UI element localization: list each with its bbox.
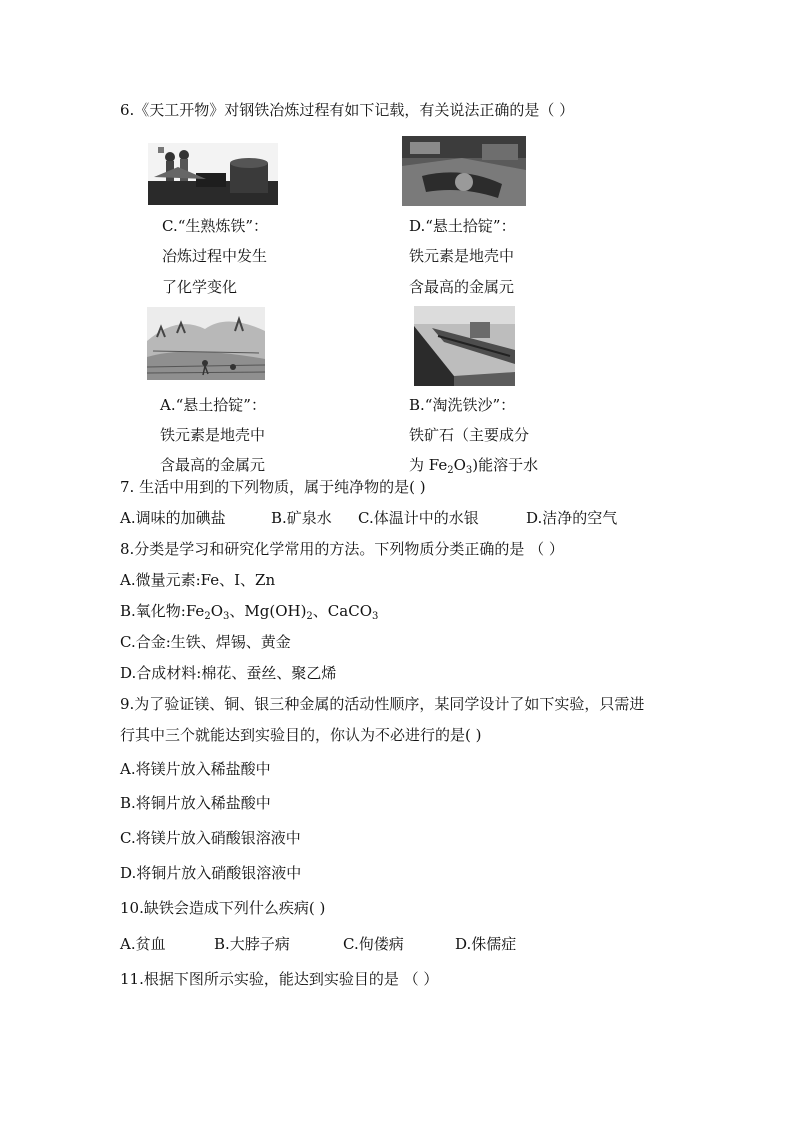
q6-option-b-line2: 铁矿石（主要成分 [409,426,530,444]
q6-option-d-label: D.“悬土拾锭”： [409,217,516,235]
q7-stem: 7. 生活中用到的下列物质，属于纯净物的是( ) [120,478,426,496]
q7-option-d: D.洁净的空气 [526,509,618,527]
q11-stem: 11.根据下图所示实验，能达到实验目的是 （ ） [120,970,439,988]
smelting-illustration-image [148,143,278,205]
q6-option-a-line2: 铁元素是地壳中 [160,426,266,444]
q7-option-a: A.调味的加碘盐 [120,509,226,527]
q8-stem: 8.分类是学习和研究化学常用的方法。下列物质分类正确的是 （ ） [120,540,564,558]
q7-option-b: B.矿泉水 [271,509,332,527]
landscape-sketch-image [147,307,265,380]
iron-ingot-photo-image [402,136,526,206]
q9-stem-line2: 行其中三个就能达到实验目的，你认为不必进行的是( ) [120,726,482,744]
q7-option-c: C.体温计中的水银 [358,509,479,527]
q6-option-d-line2: 铁元素是地壳中 [409,247,515,265]
q8-option-c: C.合金:生铁、焊锡、黄金 [120,633,291,651]
q10-option-d: D.侏儒症 [455,935,517,953]
q6-option-c-line2: 冶炼过程中发生 [162,247,268,265]
q9-option-d: D.将铜片放入硝酸银溶液中 [120,864,302,882]
q8-option-a: A.微量元素:Fe、I、Zn [120,571,276,589]
q8-option-d: D.合成材料:棉花、蚕丝、聚乙烯 [120,664,337,682]
q9-option-c: C.将镁片放入硝酸银溶液中 [120,829,301,847]
q9-option-b: B.将铜片放入稀盐酸中 [120,794,271,812]
q9-stem-line1: 9.为了验证镁、铜、银三种金属的活动性顺序，某同学设计了如下实验，只需进 [120,695,645,713]
q10-option-b: B.大脖子病 [214,935,290,953]
q6-option-d-line3: 含最高的金属元 [409,278,515,296]
q9-option-a: A.将镁片放入稀盐酸中 [120,760,271,778]
q10-option-c: C.佝偻病 [343,935,404,953]
q6-option-c-label: C.“生熟炼铁”： [162,217,269,235]
q6-option-c-line3: 了化学变化 [162,278,238,296]
q6-stem: 6.《天工开物》对钢铁冶炼过程有如下记载，有关说法正确的是（ ） [120,101,575,119]
q10-stem: 10.缺铁会造成下列什么疾病( ) [120,899,326,917]
q6-option-b-label: B.“淘洗铁沙”： [409,396,516,414]
q10-option-a: A.贫血 [120,935,166,953]
washing-iron-sand-photo-image [414,306,515,386]
q6-option-a-label: A.“悬土拾锭”： [160,396,266,414]
q6-option-a-line3: 含最高的金属元 [160,456,266,474]
q6-option-b-line3: 为 $Fe_2O_3$)能溶于水 [409,456,539,476]
q8-option-b: B.氧化物$:Fe_2O_3$、$Mg(OH)_2$、CaCO$_3$ [120,602,379,622]
